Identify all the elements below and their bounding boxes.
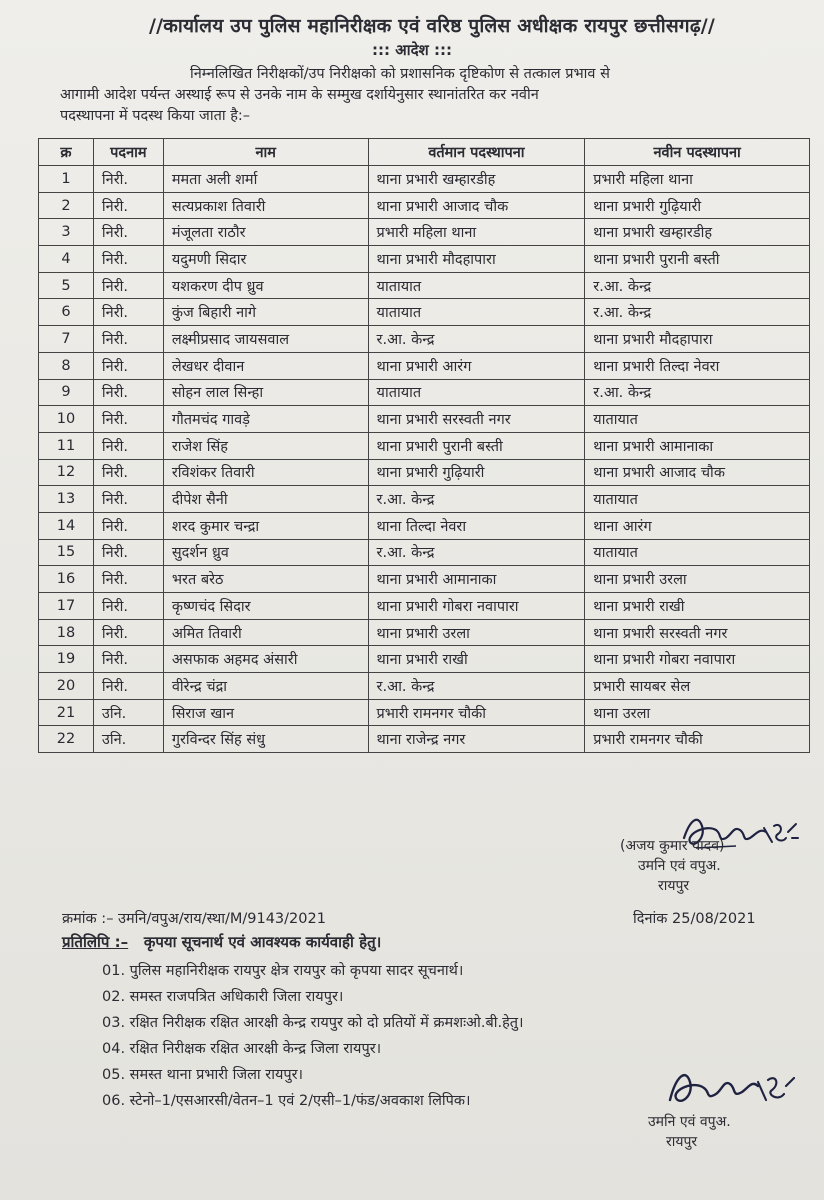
name-cell: दीपेश सैनी <box>163 486 368 513</box>
rank-cell: निरी. <box>93 192 163 219</box>
name-cell: अमित तिवारी <box>163 619 368 646</box>
new-posting-cell: थाना प्रभारी आजाद चौक <box>585 459 810 486</box>
rank-cell: निरी. <box>93 459 163 486</box>
rank-cell: निरी. <box>93 432 163 459</box>
serial-cell: 5 <box>39 272 94 299</box>
copy-purpose: कृपया सूचनार्थ एवं आवश्यक कार्यवाही हेतु। <box>143 933 382 951</box>
current-posting-cell: यातायात <box>368 272 585 299</box>
current-posting-cell: थाना प्रभारी उरला <box>368 619 585 646</box>
table-row <box>39 299 810 326</box>
rank-cell: निरी. <box>93 593 163 620</box>
name-cell: राजेश सिंह <box>163 432 368 459</box>
current-posting-cell: थाना प्रभारी राखी <box>368 646 585 673</box>
current-posting-cell: थाना प्रभारी पुरानी बस्ती <box>368 432 585 459</box>
current-posting-cell: र.आ. केन्द्र <box>368 326 585 353</box>
new-posting-cell: र.आ. केन्द्र <box>585 379 810 406</box>
name-cell: सिराज खान <box>163 699 368 726</box>
table-row <box>39 486 810 513</box>
table-header-row <box>39 139 810 166</box>
new-posting-cell: थाना प्रभारी तिल्दा नेवरा <box>585 352 810 379</box>
table-row <box>39 432 810 459</box>
new-posting-cell: र.आ. केन्द्र <box>585 272 810 299</box>
serial-cell: 3 <box>39 219 94 246</box>
new-posting-cell: यातायात <box>585 406 810 433</box>
intro-line-3: पदस्थापना में पदस्थ किया जाता है:– <box>60 108 251 124</box>
signatory-name: (अजय कुमार यादव) <box>620 838 725 854</box>
signatory-place: रायपुर <box>658 878 690 894</box>
rank-cell: निरी. <box>93 379 163 406</box>
new-posting-cell: थाना उरला <box>585 699 810 726</box>
table-row <box>39 219 810 246</box>
serial-cell: 12 <box>39 459 94 486</box>
table-row <box>39 673 810 700</box>
current-posting-cell: थाना तिल्दा नेवरा <box>368 512 585 539</box>
table-row <box>39 379 810 406</box>
name-cell: लक्ष्मीप्रसाद जायसवाल <box>163 326 368 353</box>
serial-cell: 7 <box>39 326 94 353</box>
serial-cell: 4 <box>39 246 94 273</box>
name-cell: भरत बरेठ <box>163 566 368 593</box>
rank-cell: निरी. <box>93 166 163 193</box>
table-row <box>39 272 810 299</box>
name-cell: असफाक अहमद अंसारी <box>163 646 368 673</box>
copy-recipient-list <box>102 958 722 1114</box>
new-posting-cell: थाना प्रभारी मौदहापारा <box>585 326 810 353</box>
serial-cell: 2 <box>39 192 94 219</box>
rank-cell: निरी. <box>93 673 163 700</box>
table-row <box>39 646 810 673</box>
current-posting-cell: र.आ. केन्द्र <box>368 486 585 513</box>
table-row <box>39 246 810 273</box>
table-row <box>39 726 810 753</box>
rank-cell: निरी. <box>93 512 163 539</box>
name-cell: ममता अली शर्मा <box>163 166 368 193</box>
serial-cell: 10 <box>39 406 94 433</box>
signatory-designation: उमनि एवं वपुअ. <box>638 858 721 874</box>
current-posting-cell: प्रभारी रामनगर चौकी <box>368 699 585 726</box>
signature-block-2 <box>648 1112 731 1152</box>
new-posting-cell: थाना आरंग <box>585 512 810 539</box>
name-cell: गौतमचंद गावड़े <box>163 406 368 433</box>
name-cell: गुरविन्दर सिंह संधु <box>163 726 368 753</box>
order-reference: क्रमांक :– उमनि/वपुअ/राय/स्था/M/9143/2021 <box>62 911 326 927</box>
new-posting-cell: थाना प्रभारी सरस्वती नगर <box>585 619 810 646</box>
table-row <box>39 326 810 353</box>
order-date: दिनांक 25/08/2021 <box>633 911 756 927</box>
new-posting-cell: थाना प्रभारी गुढ़ियारी <box>585 192 810 219</box>
header-rank: पदनाम <box>93 139 163 166</box>
intro-paragraph <box>60 64 810 127</box>
name-cell: सुदर्शन ध्रुव <box>163 539 368 566</box>
name-cell: वीरेन्द्र चंद्रा <box>163 673 368 700</box>
rank-cell: निरी. <box>93 566 163 593</box>
serial-cell: 14 <box>39 512 94 539</box>
header-serial: क्र <box>39 139 94 166</box>
new-posting-cell: थाना प्रभारी गोबरा नवापारा <box>585 646 810 673</box>
serial-cell: 8 <box>39 352 94 379</box>
serial-cell: 19 <box>39 646 94 673</box>
current-posting-cell: थाना प्रभारी आरंग <box>368 352 585 379</box>
serial-cell: 18 <box>39 619 94 646</box>
table-row <box>39 406 810 433</box>
serial-cell: 15 <box>39 539 94 566</box>
signature-block <box>620 836 724 896</box>
name-cell: कृष्णचंद सिदार <box>163 593 368 620</box>
rank-cell: निरी. <box>93 352 163 379</box>
table-row <box>39 699 810 726</box>
name-cell: यशकरण दीप ध्रुव <box>163 272 368 299</box>
rank-cell: निरी. <box>93 406 163 433</box>
rank-cell: निरी. <box>93 246 163 273</box>
new-posting-cell: र.आ. केन्द्र <box>585 299 810 326</box>
list-item: 03. रक्षित निरीक्षक रक्षित आरक्षी केन्द्र रायपुर को दो प्रतियों में क्रमशःओ.बी.हेतु। <box>102 1015 524 1031</box>
current-posting-cell: थाना प्रभारी गोबरा नवापारा <box>368 593 585 620</box>
signatory-place-2: रायपुर <box>666 1134 698 1150</box>
name-cell: सत्यप्रकाश तिवारी <box>163 192 368 219</box>
current-posting-cell: थाना प्रभारी आमानाका <box>368 566 585 593</box>
serial-cell: 11 <box>39 432 94 459</box>
current-posting-cell: थाना प्रभारी मौदहापारा <box>368 246 585 273</box>
serial-cell: 20 <box>39 673 94 700</box>
new-posting-cell: यातायात <box>585 486 810 513</box>
current-posting-cell: यातायात <box>368 299 585 326</box>
table-row <box>39 352 810 379</box>
name-cell: लेखधर दीवान <box>163 352 368 379</box>
order-heading: ::: आदेश ::: <box>372 41 452 59</box>
list-item: 02. समस्त राजपत्रित अधिकारी जिला रायपुर। <box>102 989 344 1005</box>
table-row <box>39 166 810 193</box>
rank-cell: निरी. <box>93 219 163 246</box>
current-posting-cell: प्रभारी महिला थाना <box>368 219 585 246</box>
header-name: नाम <box>163 139 368 166</box>
serial-cell: 17 <box>39 593 94 620</box>
name-cell: मंजूलता राठौर <box>163 219 368 246</box>
serial-cell: 13 <box>39 486 94 513</box>
name-cell: कुंज बिहारी नागे <box>163 299 368 326</box>
table-body <box>39 166 810 753</box>
list-item: 06. स्टेनो–1/एसआरसी/वेतन–1 एवं 2/एसी–1/फंड/अवकाश लिपिक। <box>102 1093 471 1109</box>
table-row <box>39 566 810 593</box>
rank-cell: निरी. <box>93 619 163 646</box>
rank-cell: निरी. <box>93 299 163 326</box>
serial-cell: 1 <box>39 166 94 193</box>
header-current-posting: वर्तमान पदस्थापना <box>368 139 585 166</box>
list-item: 05. समस्त थाना प्रभारी जिला रायपुर। <box>102 1067 304 1083</box>
current-posting-cell: थाना प्रभारी सरस्वती नगर <box>368 406 585 433</box>
rank-cell: निरी. <box>93 539 163 566</box>
transfer-table <box>38 138 810 753</box>
serial-cell: 22 <box>39 726 94 753</box>
list-item: 01. पुलिस महानिरीक्षक रायपुर क्षेत्र रायपुर को कृपया सादर सूचनार्थ। <box>102 963 464 979</box>
current-posting-cell: थाना प्रभारी आजाद चौक <box>368 192 585 219</box>
table-row <box>39 512 810 539</box>
current-posting-cell: थाना राजेन्द्र नगर <box>368 726 585 753</box>
handwritten-signature-2 <box>660 1060 800 1116</box>
signatory-designation-2: उमनि एवं वपुअ. <box>648 1114 731 1130</box>
current-posting-cell: यातायात <box>368 379 585 406</box>
serial-cell: 16 <box>39 566 94 593</box>
new-posting-cell: प्रभारी रामनगर चौकी <box>585 726 810 753</box>
current-posting-cell: र.आ. केन्द्र <box>368 673 585 700</box>
new-posting-cell: थाना प्रभारी उरला <box>585 566 810 593</box>
rank-cell: निरी. <box>93 272 163 299</box>
name-cell: यदुमणी सिदार <box>163 246 368 273</box>
rank-cell: उनि. <box>93 726 163 753</box>
list-item: 04. रक्षित निरीक्षक रक्षित आरक्षी केन्द्र जिला रायपुर। <box>102 1041 382 1057</box>
office-heading: //कार्यालय उप पुलिस महानिरीक्षक एवं वरिष्ठ पुलिस अधीक्षक रायपुर छत्तीसगढ़// <box>148 15 715 37</box>
copy-heading <box>62 932 381 952</box>
rank-cell: उनि. <box>93 699 163 726</box>
new-posting-cell: थाना प्रभारी पुरानी बस्ती <box>585 246 810 273</box>
rank-cell: निरी. <box>93 486 163 513</box>
name-cell: शरद कुमार चन्द्रा <box>163 512 368 539</box>
current-posting-cell: र.आ. केन्द्र <box>368 539 585 566</box>
new-posting-cell: प्रभारी महिला थाना <box>585 166 810 193</box>
new-posting-cell: प्रभारी सायबर सेल <box>585 673 810 700</box>
intro-line-2: आगामी आदेश पर्यन्त अस्थाई रूप से उनके नाम के सम्मुख दर्शायेनुसार स्थानांतरित कर नवीन <box>60 87 539 103</box>
table-row <box>39 459 810 486</box>
serial-cell: 6 <box>39 299 94 326</box>
rank-cell: निरी. <box>93 646 163 673</box>
table-row <box>39 593 810 620</box>
intro-line-1: निम्नलिखित निरीक्षकों/उप निरीक्षको को प्रशासनिक दृष्टिकोण से तत्काल प्रभाव से <box>190 66 610 82</box>
serial-cell: 9 <box>39 379 94 406</box>
rank-cell: निरी. <box>93 326 163 353</box>
new-posting-cell: थाना प्रभारी राखी <box>585 593 810 620</box>
serial-cell: 21 <box>39 699 94 726</box>
name-cell: सोहन लाल सिन्हा <box>163 379 368 406</box>
current-posting-cell: थाना प्रभारी खम्हारडीह <box>368 166 585 193</box>
current-posting-cell: थाना प्रभारी गुढ़ियारी <box>368 459 585 486</box>
table-row <box>39 539 810 566</box>
new-posting-cell: थाना प्रभारी आमानाका <box>585 432 810 459</box>
name-cell: रविशंकर तिवारी <box>163 459 368 486</box>
copy-label: प्रतिलिपि :– <box>62 933 129 951</box>
header-new-posting: नवीन पदस्थापना <box>585 139 810 166</box>
new-posting-cell: यातायात <box>585 539 810 566</box>
new-posting-cell: थाना प्रभारी खम्हारडीह <box>585 219 810 246</box>
table-row <box>39 192 810 219</box>
table-row <box>39 619 810 646</box>
